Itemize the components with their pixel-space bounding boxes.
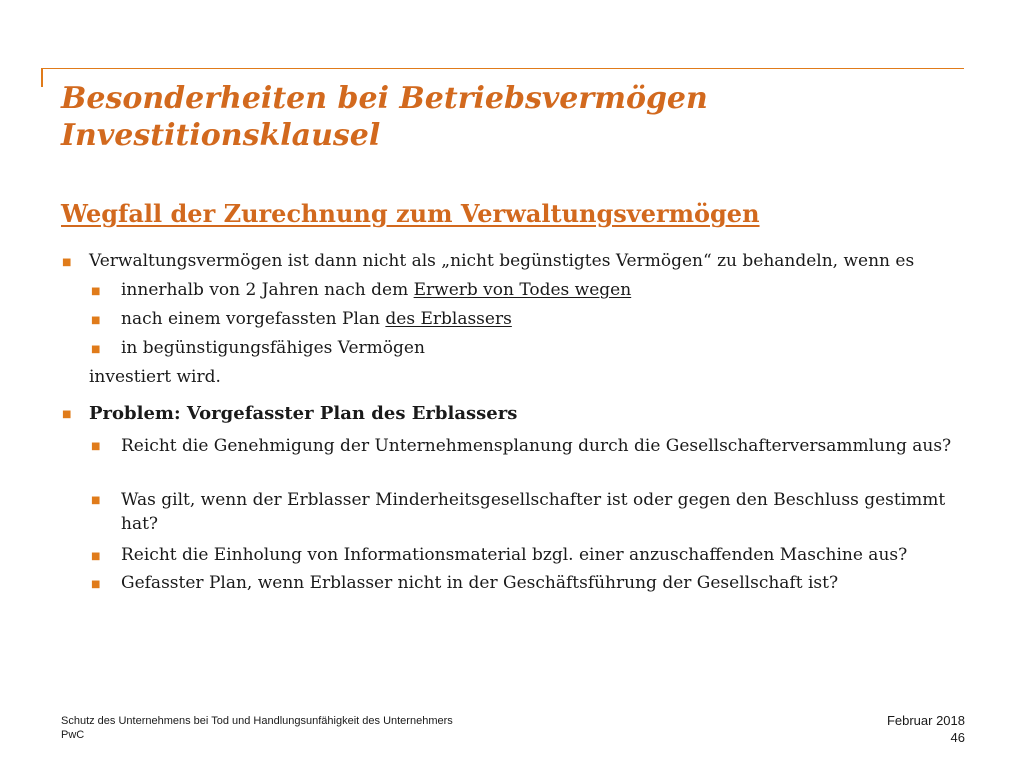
bullet-item-1 xyxy=(62,248,969,275)
footer-right xyxy=(760,712,965,746)
question-2 xyxy=(91,488,961,536)
question-1 xyxy=(91,434,961,458)
title-line-2: Investitionsklausel xyxy=(61,118,381,153)
question-2-text: Was gilt, wenn der Erblasser Minderheitsgesellschafter ist oder gegen den Beschluss gestimmt hat? xyxy=(121,490,946,534)
sub-bullet-2-text: nach einem vorgefassten Plan xyxy=(121,309,386,329)
closing-text: investiert wird. xyxy=(89,367,221,387)
bullet-item-2-text: Problem: Vorgefasster Plan des Erblassers xyxy=(89,403,518,424)
slide-title xyxy=(61,80,961,154)
square-bullet-icon: ■ xyxy=(91,344,101,355)
question-4 xyxy=(91,570,961,597)
sub-bullet-1 xyxy=(91,277,961,304)
square-bullet-icon: ■ xyxy=(91,441,101,452)
sub-bullet-1-underlined: Erwerb von Todes wegen xyxy=(413,280,632,300)
footer-left xyxy=(61,714,661,742)
question-4-text: Gefasster Plan, wenn Erblasser nicht in der Geschäftsführung der Gesellschaft ist? xyxy=(121,573,839,593)
question-3-text: Reicht die Einholung von Informationsmaterial bzgl. einer anzuschaffenden Maschine aus? xyxy=(121,545,908,565)
square-bullet-icon: ■ xyxy=(91,579,101,590)
square-bullet-icon: ■ xyxy=(62,257,72,268)
slide-subtitle: Wegfall der Zurechnung zum Verwaltungsvermögen xyxy=(61,199,760,228)
sub-bullet-3 xyxy=(91,335,961,362)
sub-bullet-3-text: in begünstigungsfähiges Vermögen xyxy=(121,338,425,358)
question-3 xyxy=(91,542,961,569)
sub-bullet-2 xyxy=(91,306,961,333)
page-number: 46 xyxy=(950,730,965,745)
square-bullet-icon: ■ xyxy=(91,315,101,326)
top-rule xyxy=(41,68,964,69)
sub-bullet-2-underlined: des Erblassers xyxy=(385,309,512,329)
square-bullet-icon: ■ xyxy=(62,409,72,420)
title-line-1: Besonderheiten bei Betriebsvermögen xyxy=(61,81,708,116)
footer-doc-title: Schutz des Unternehmens bei Tod und Handlungsunfähigkeit des Unternehmers xyxy=(61,715,453,727)
square-bullet-icon: ■ xyxy=(91,286,101,297)
square-bullet-icon: ■ xyxy=(91,495,101,506)
square-bullet-icon: ■ xyxy=(91,551,101,562)
question-1-text: Reicht die Genehmigung der Unternehmensplanung durch die Gesellschafterversammlung aus? xyxy=(121,436,952,456)
sub-bullet-1-text: innerhalb von 2 Jahren nach dem xyxy=(121,280,414,300)
corner-rule xyxy=(41,68,43,87)
footer-date: Februar 2018 xyxy=(886,713,965,728)
footer-company: PwC xyxy=(61,729,85,741)
bullet-item-2 xyxy=(62,400,969,427)
bullet-item-1-text: Verwaltungsvermögen ist dann nicht als „nicht begünstigtes Vermögen“ zu behandeln, wenn es xyxy=(89,251,915,271)
